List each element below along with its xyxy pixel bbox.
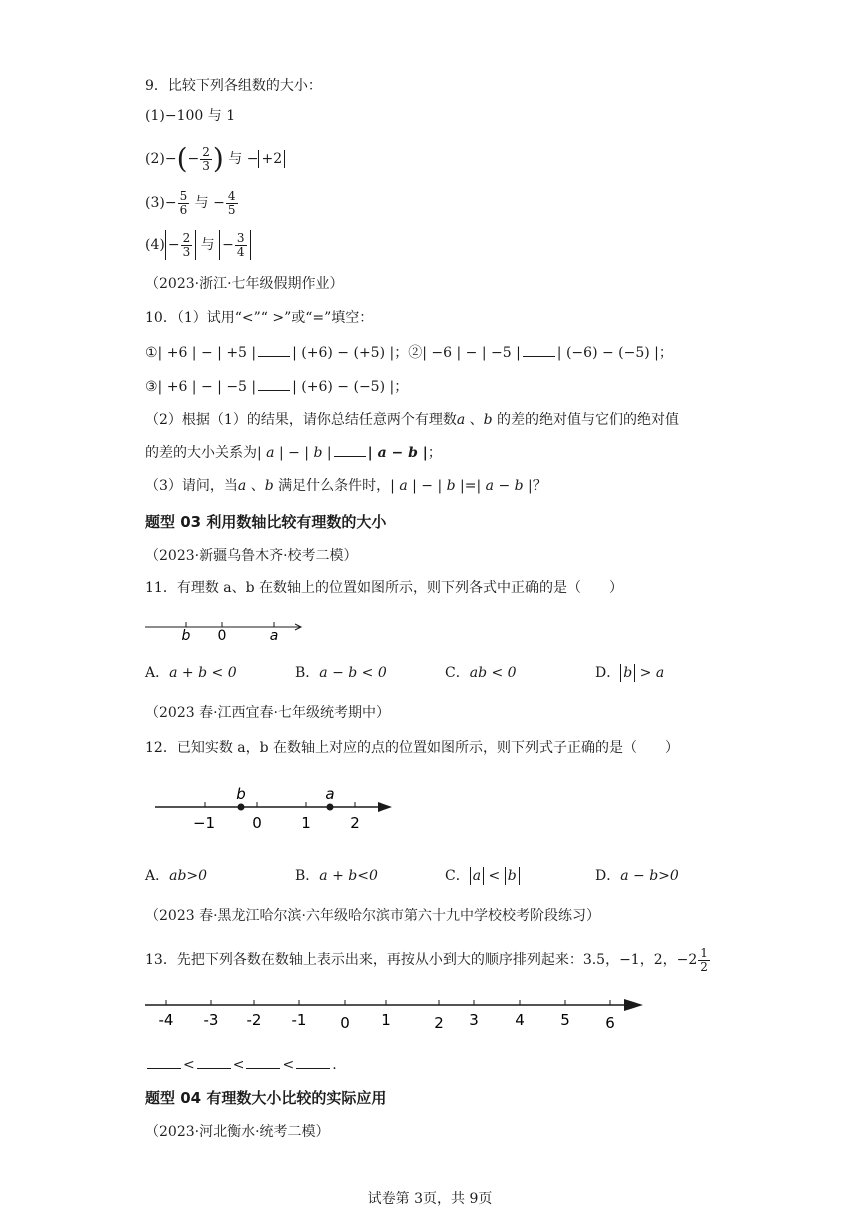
point-label-b: b xyxy=(236,785,246,803)
option-d[interactable]: D．a − b>0 xyxy=(595,868,679,884)
tick-label: 1 xyxy=(381,1011,391,1029)
answer-blank[interactable] xyxy=(246,1054,280,1069)
section-heading: 题型 04 有理数大小比较的实际应用 xyxy=(145,1089,387,1107)
q9-part3: (3)− $\frac{5}{6}$ 与 − $\frac{4}{5}$ xyxy=(145,188,236,217)
tick-label: 6 xyxy=(605,1014,615,1032)
tick-label: 0 xyxy=(340,1014,350,1032)
source-note: （2023 春·黑龙江哈尔滨·六年级哈尔滨市第六十九中学校校考阶段练习） xyxy=(145,908,600,924)
tick-label: -4 xyxy=(158,1011,174,1029)
tick-label: 3 xyxy=(469,1011,479,1029)
q9-stem: 9．比较下列各组数的大小： xyxy=(145,78,322,94)
tick-label: 1 xyxy=(301,814,311,832)
answer-blank[interactable] xyxy=(523,342,555,357)
q13-order-blanks: < < < . xyxy=(145,1054,337,1075)
source-note: （2023·新疆乌鲁木齐·校考二模） xyxy=(145,548,358,564)
option-a[interactable]: A．ab>0 xyxy=(145,868,208,884)
q10-line3: ③| +6 | − | −5 | | (+6) − (−5) |； xyxy=(145,376,408,397)
option-c[interactable]: C．ab < 0 xyxy=(445,665,517,681)
fraction: $\frac{1}{2}$ xyxy=(700,945,708,974)
option-c[interactable]: C． a < b xyxy=(445,866,520,886)
q13-stem: 13．先把下列各数在数轴上表示出来，再按从小到大的顺序排列起来：3.5，−1，2，−2 $\frac{1}{2}$ xyxy=(145,945,708,974)
tick-label: 2 xyxy=(350,814,360,832)
fraction: $\frac{2}{3}$ xyxy=(202,144,210,173)
q12-stem: 12．已知实数 a，b 在数轴上对应的点的位置如图所示，则下列式子正确的是（ ） xyxy=(145,740,680,756)
option-a[interactable]: A．a + b < 0 xyxy=(145,665,237,681)
tick-label: -3 xyxy=(203,1011,219,1029)
option-d[interactable]: D． b > a xyxy=(595,665,665,681)
answer-blank[interactable] xyxy=(258,342,290,357)
axis-label-zero: 0 xyxy=(217,628,227,644)
answer-blank[interactable] xyxy=(197,1054,231,1069)
q9-part2: (2)−(− $\frac{2}{3}$ ) 与 − +2 xyxy=(145,142,285,176)
axis-label-a: a xyxy=(269,628,279,644)
q11-number-line xyxy=(140,614,310,644)
option-b[interactable]: B．a + b<0 xyxy=(295,868,378,884)
q10-line1: 10．（1）试用“<”“ >”或“=”填空： xyxy=(145,310,374,326)
source-note: （2023 春·江西宜春·七年级统考期中） xyxy=(145,705,390,721)
fraction: $\frac{4}{5}$ xyxy=(227,188,236,217)
absolute-value: − $\frac{2}{3}$ xyxy=(165,230,196,260)
answer-blank[interactable] xyxy=(258,376,290,391)
q10-line2: ①| +6 | − | +5 | | (+6) − (+5) |；②| −6 | − | −5 | | (−6) − (−5) |； xyxy=(145,342,673,363)
source-note: （2023·浙江·七年级假期作业） xyxy=(145,276,344,292)
point-label-a: a xyxy=(325,785,335,803)
tick-label: 4 xyxy=(515,1011,525,1029)
answer-blank[interactable] xyxy=(147,1054,181,1069)
tick-label: -2 xyxy=(246,1011,262,1029)
tick-label: 0 xyxy=(252,814,262,832)
answer-blank[interactable] xyxy=(296,1054,330,1069)
answer-blank[interactable] xyxy=(334,442,366,457)
tick-label: 5 xyxy=(560,1011,570,1029)
q10-line4: （2）根据（1）的结果，请你总结任意两个有理数a 、b 的差的绝对值与它们的绝对值 xyxy=(145,412,680,428)
q12-number-line xyxy=(150,784,400,834)
q13-number-line xyxy=(140,992,650,1034)
page-footer: 试卷第 3页，共 9页 xyxy=(367,1191,493,1207)
q9-part4: (4) − $\frac{2}{3}$ 与 − $\frac{3}{4}$ xyxy=(145,228,251,262)
absolute-value: +2 xyxy=(258,150,285,168)
absolute-value: − $\frac{3}{4}$ xyxy=(219,230,250,260)
source-note: （2023·河北衡水·统考二模） xyxy=(145,1124,330,1140)
option-b[interactable]: B．a − b < 0 xyxy=(295,665,387,681)
tick-label: −1 xyxy=(192,814,216,832)
q10-line5: 的差的大小关系为| a | − | b | | a − b |； xyxy=(145,442,442,463)
q10-line6: （3）请问，当a 、b 满足什么条件时，| a | − | b |=| a − b |？ xyxy=(145,478,547,494)
q11-stem: 11．有理数 a、b 在数轴上的位置如图所示，则下列各式中正确的是（ ） xyxy=(145,580,624,596)
q9-part1: (1)−100 与 1 xyxy=(145,108,236,124)
tick-label: 2 xyxy=(434,1014,444,1032)
tick-label: -1 xyxy=(291,1011,307,1029)
section-heading: 题型 03 利用数轴比较有理数的大小 xyxy=(145,513,387,531)
axis-label-b: b xyxy=(181,628,191,644)
fraction: $\frac{5}{6}$ xyxy=(179,188,188,217)
